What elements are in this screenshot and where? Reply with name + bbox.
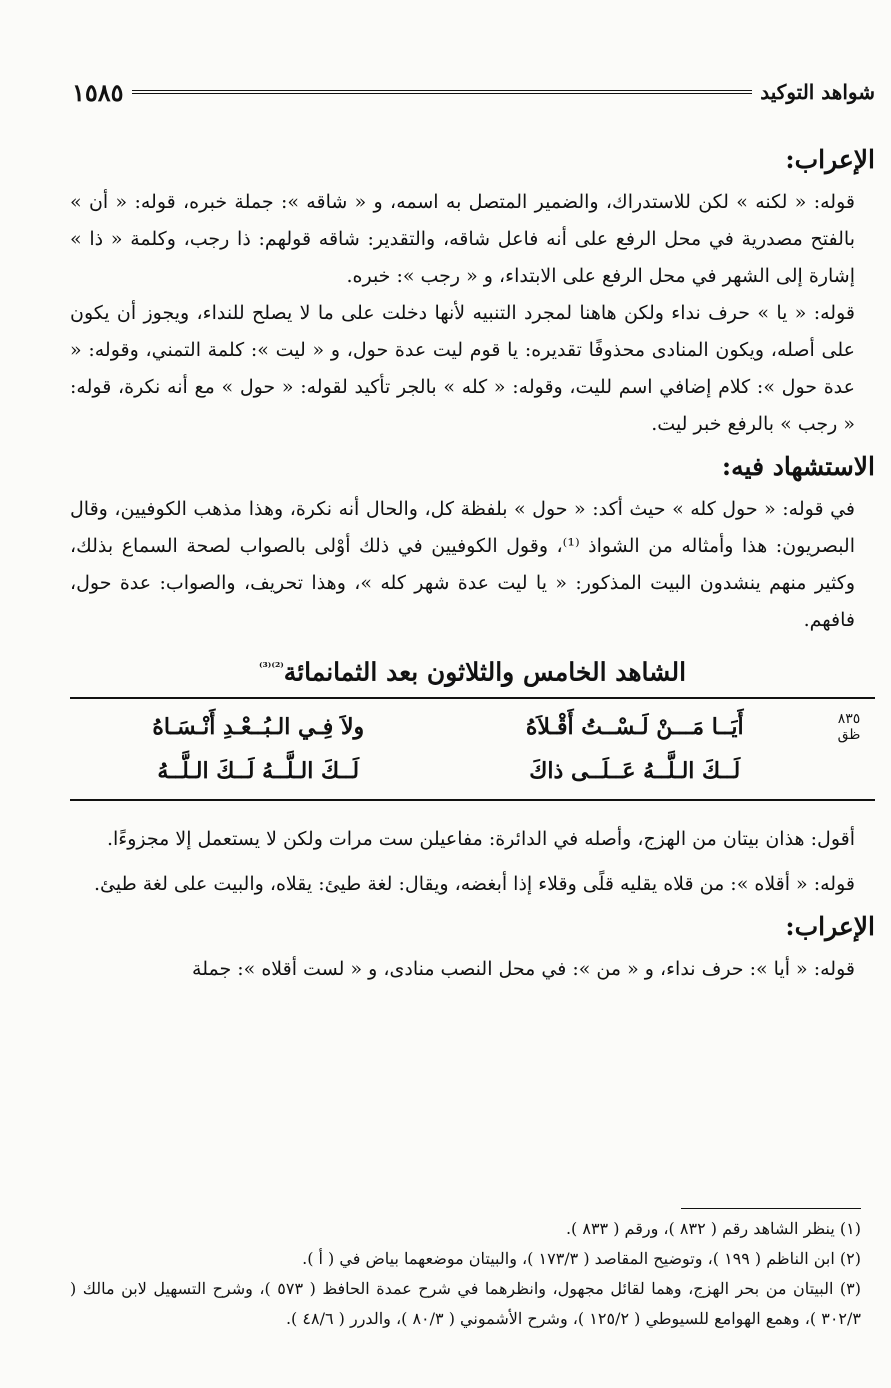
aqul-paragraph: أقول: هذان بيتان من الهزج، وأصله في الدائرة: مفاعيلن ست مرات ولكن لا يستعمل إلا مجزوءًا. <box>106 828 855 850</box>
verse-number <box>823 711 875 743</box>
irab-paragraph-2: قوله: « يا » حرف نداء ولكن هاهنا لمجرد التنبيه لأنها دخلت على ما لا يصلح للنداء، ويجوز أن يكون على أصله، ويكون المنادى محذوفًا تقديره: يا قوم ليت عدة حول، و « ليت »: كلمة التمني، وقوله: « عدة حول »: كلام إضافي اسم لليت، وقوله: « كله » بالجر تأكيد لقوله: « حول » مع أنه نكرة، قوله: « رجب » بالرفع خبر ليت. <box>70 302 855 435</box>
verse-1-second-hemistich: ولاَ فِـي الـبُــعْـدِ أَنْـسَـاهُ <box>152 714 365 740</box>
header-title: شواهد التوكيد <box>760 80 875 104</box>
footnote-1: (١) ينظر الشاهد رقم ( ٨٣٢ )، ورقم ( ٨٣٣ ). <box>565 1219 861 1238</box>
header-rule <box>132 90 753 94</box>
running-header <box>72 72 875 112</box>
irab-paragraph-1: قوله: « لكنه » لكن للاستدراك، والضمير المتصل به اسمه، و « شاقه »: جملة خبره، قوله: « أن » بالفتح مصدرية في محل الرفع على أنه فاعل شاقه، والتقدير: شاقه قولهم: ذا رجب، وكلمة « ذا » إشارة إلى الشهر في محل الرفع على الابتداء، و « رجب »: خبره. <box>70 191 855 287</box>
verse-2-first-hemistich: لَــكَ الـلَّــهُ عَــلَــى ذاكَ <box>529 758 741 784</box>
irab2-paragraph: قوله: « أيا »: حرف نداء، و « من »: في محل النصب منادى، و « لست أقلاه »: جملة <box>192 958 855 980</box>
paragraph-gap <box>70 858 875 866</box>
verse-meter-mark: ظق <box>837 727 861 743</box>
istishhad-paragraph: في قوله: « حول كله » حيث أكد: « حول » بلفظة كل، والحال أنه نكرة، وهذا مذهب الكوفيين، وقال البصريون: هذا وأمثاله من الشواذ ⁽¹⁾، وقول الكوفيين في ذلك أوْلى بالصواب لصحة السماع بذلك، وكثير منهم ينشدون البيت المذكور: « يا ليت عدة شهر كله »، وهذا تحريف، والصواب: عدة حول، فافهم. <box>70 498 856 631</box>
istishhad-heading: الاستشهاد فيه: <box>721 452 875 481</box>
main-content <box>70 136 875 988</box>
irab-heading-2: الإعراب: <box>785 912 875 941</box>
footnote-list <box>70 1214 861 1334</box>
irab-heading: الإعراب: <box>785 145 875 174</box>
shahid-title-text: الشاهد الخامس والثلاثون بعد الثمانمائة <box>283 657 687 687</box>
footnote-3: (٣) البيتان من بحر الهزج، وهما لقائل مجهول، وانظرهما في شرح عمدة الحافظ ( ٥٧٣ )، وشرح التسهيل لابن مالك ( ٣٠٢/٣ )، وهمع الهوامع للسيوطي ( ١٢٥/٢ )، وشرح الأشموني ( ٨٠/٣ )، والدرر ( ٤٨/٦ ). <box>70 1279 861 1328</box>
verse-2-second-hemistich: لَــكَ الـلَّــهُ لَــكَ الـلَّــهُ <box>157 758 360 784</box>
verse-line-2 <box>70 749 875 793</box>
footnote-2: (٢) ابن الناظم ( ١٩٩ )، وتوضيح المقاصد ( ١٧٣/٣ )، والبيتان موضعهما بياض في ( أ ). <box>302 1249 861 1268</box>
verse-number-value: ٨٣٥ <box>837 711 861 727</box>
page-number: ١٥٨٥ <box>72 77 124 107</box>
shahid-title <box>70 643 875 691</box>
verse-block <box>70 697 875 801</box>
verse-line-1 <box>70 705 875 749</box>
verse-1-first-hemistich: أَيَــا مَـــنْ لَـسْــتُ أَقْـلاَهُ <box>525 714 744 740</box>
shahid-footnote-refs: ⁽²⁾⁽³⁾ <box>258 660 284 674</box>
aqlah-paragraph: قوله: « أقلاه »: من قلاه يقليه قلًى وقلاء إذا أبغضه، ويقال: لغة طيئ: يقلاه، والبيت على لغة طيئ. <box>93 873 855 895</box>
footnote-separator <box>681 1208 861 1209</box>
